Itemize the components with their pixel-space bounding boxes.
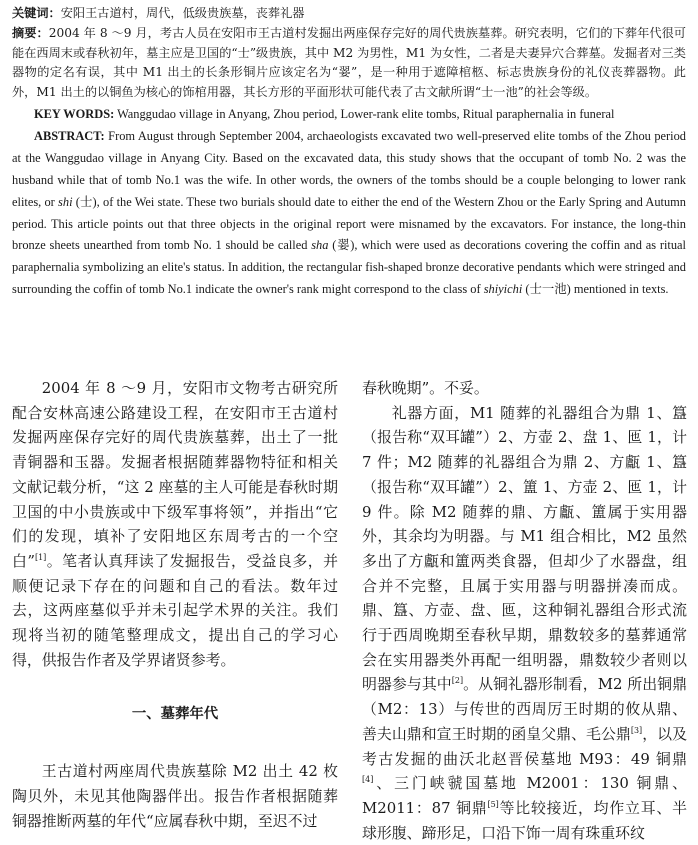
abstract-en-p2: (士), of the Wei state. These two burials should date to either the end of the Western Zhou or the Early Spring and Autumn period. This article points out that three objects in the original report were misnamed by the excavators. For instance, the long-thin bronze sheets unearthed from tomb No. 1 should be called [12, 194, 686, 253]
rites-text-a: 礼器方面，M1 随葬的礼器组合为鼎 1、簋（报告称“双耳罐”）2、方壶 2、盘 1、匜 1，计 7 件；M2 随葬的礼器组合为鼎 2、方甗 1、簋（报告称“双耳罐”）2、簠 1、方壶 2、匜 1，计 9 件。除 M2 随葬的鼎、方甗、簠属于实用器外，其余均为明器。与 M1 组合相比，M2 虽然多出了方甗和簠两类食器，但却少了水器盘，组合并不完整，且属于实用器与明器拼凑而成。鼎、簋、方壶、盘、匜，这种铜礼器组合形式流行于西周晚期至春秋早期，鼎数较多的墓葬通常会在实用器类外再配一组明器，鼎数较少者则以明器参与其中 [362, 403, 687, 694]
abstract-en-p3: (翣), which were used as decorations covering the coffin and as ritual paraphernalia symbolizing an elite's status. In addition, the rectangular fish-shaped bronze decorative pendants which were stringed and surrounding the coffin of tomb No.1 indicate the owner's rank might correspond to the class of [12, 238, 687, 297]
abstract-cn-label: 摘要： [12, 25, 49, 40]
abstract-cn [12, 24, 686, 103]
rites-text-d: 、三门峡虢国墓地 M2001：130 铜鼎、M2011：87 铜鼎 [362, 774, 687, 817]
abstract-en-shiyichi: shiyichi [483, 282, 523, 297]
intro-text-b: 。笔者认真拜读了发掘报告，受益良多，并顺便记录下存在的问题和自己的看法。数年过去，这两座墓似乎并未引起学术界的关注。我们现将当初的随笔整理成文，提出自己的学习心得，供报告作者及学界诸贤参考。 [12, 551, 338, 669]
keywords-cn [12, 4, 686, 24]
section1-paragraph: 王古道村两座周代贵族墓除 M2 出土 42 枚陶贝外，未见其他陶器伴出。报告作者根据随葬铜器推断两墓的年代“应属春秋中期，至迟不过 [12, 762, 338, 830]
citation-4[interactable]: [4] [362, 775, 374, 785]
ritual-vessels-paragraph [362, 401, 687, 845]
citation-2[interactable]: [2] [451, 676, 464, 686]
body-column-right [362, 376, 687, 845]
abstract-en-label: ABSTRACT: [34, 128, 105, 143]
abstract-en-p4: (士一池) mentioned in texts. [522, 282, 669, 297]
abstract-en [12, 126, 686, 301]
keywords-cn-label: 关键词： [12, 6, 61, 20]
keywords-en-text: Wanggudao village in Anyang, Zhou period, Lower-rank elite tombs, Ritual paraphernalia in funeral [114, 106, 615, 121]
citation-1[interactable]: [1] [34, 552, 47, 562]
rites-text-c: ，以及考古发掘的曲沃北赵晋侯墓地 M93：49 铜鼎 [362, 724, 687, 768]
keywords-en [12, 104, 686, 126]
intro-text-a: 2004 年 8 ～9 月，安阳市文物考古研究所配合安林高速公路建设工程，在安阳市王古道村发掘两座保存完好的周代贵族墓葬，出土了一批青铜器和玉器。发掘者根据随葬器物特征和相关文献记载分析，“这 2 座墓的主人可能是春秋时期卫国的中小贵族或中下级军事将领”，并指出“它们的发现，填补了安阳地区东周考古的一个空白” [12, 379, 338, 570]
keywords-cn-text: 安阳王古道村，周代，低级贵族墓，丧葬礼器 [60, 6, 305, 20]
abstract-en-shi: shi [58, 194, 73, 209]
abstract-cn-text: 2004 年 8 ～9 月，考古人员在安阳市王古道村发掘出两座保存完好的周代贵族墓葬。研究表明，它们的下葬年代很可能在西周末或春秋初年，墓主应是卫国的“士”级贵族，其中 M2 为男性，M1 为女性，二者是夫妻异穴合葬墓。发掘者对三类器物的定名有误，其中 M1 出土的长条形铜片应该定名为“翣”，是一种用于遮障棺柩、标志贵族身份的礼仪丧葬器物。此外，M1 出土的以铜鱼为核心的饰棺用器，其长方形的平面形状可能代表了古文献所谓“士一池”的社会等级。 [12, 25, 686, 100]
intro-paragraph [12, 376, 338, 672]
section-heading: 一、墓葬年代 [131, 706, 219, 723]
english-abstract [12, 104, 686, 301]
rites-text-e: 等比较接近，均作立耳、半球形腹、蹄形足，口沿下饰一周有珠重环纹 [362, 798, 687, 842]
rites-text-b: 。从铜礼器形制看，M2 所出铜鼎（M2：13）与传世的西周厉王时期的攸从鼎、善夫山鼎和宣王时期的函皇父鼎、毛公鼎 [362, 675, 687, 743]
abstract-header [12, 4, 686, 301]
body-column-left [12, 376, 338, 833]
keywords-en-label: KEY WORDS: [34, 106, 115, 121]
citation-3[interactable]: [3] [630, 725, 643, 735]
continued-text: 春秋晚期”。不妥。 [362, 379, 489, 397]
citation-5[interactable]: [5] [487, 799, 499, 809]
abstract-en-sha: sha [311, 238, 329, 253]
abstract-en-p1: From August through September 2004, archaeologists excavated two well-preserved elite tombs of the Zhou period at the Wanggudao village in Anyang City. Based on the excavated data, this study shows that the occupant of tomb No. 2 was the husband while that of tomb No.1 was the wife. In other words, the owners of the tombs should be a couple belonging to lower rank elites, or [12, 128, 686, 209]
